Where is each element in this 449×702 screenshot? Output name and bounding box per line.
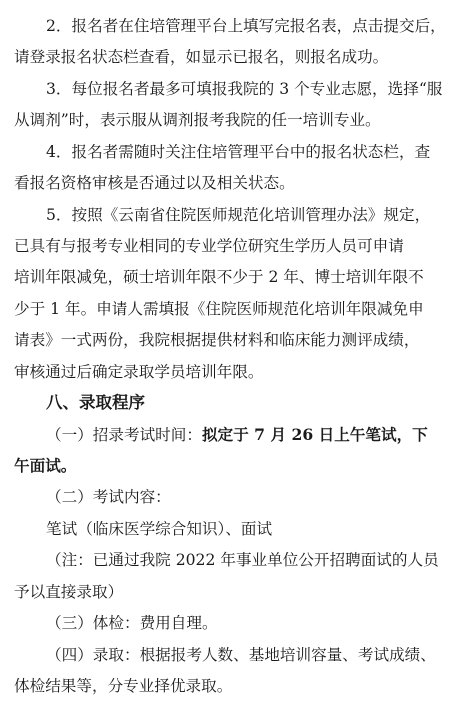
item-2-content: 笔试（临床医学综合知识）、面试 (46, 520, 273, 538)
paragraph-3-line-1: 3．每位报名者最多可填报我院的 3 个专业志愿，选择“服 (46, 80, 443, 98)
item-1-schedule: 拟定于 7 月 26 日上午笔试，下 (201, 425, 428, 444)
item-4-line-2: 体检结果等，分专业择优录取。 (14, 677, 233, 695)
note-line-2: 予以直接录取） (14, 583, 124, 601)
item-1-line-2: 午面试。 (14, 456, 77, 475)
item-4-content: 根据报考人数、基地培训容量、考试成绩、 (139, 646, 436, 664)
note-line-1: （注：已通过我院 2022 年事业单位公开招聘面试的人员 (46, 551, 439, 569)
item-1-line-1 (0, 423, 449, 447)
paragraph-5-line-6: 审核通过后确定录取学员培训年限。 (14, 363, 264, 381)
item-3-label: （三）体检： (46, 614, 140, 632)
item-3-content: 费用自理。 (139, 614, 218, 632)
paragraph-5-line-3: 培训年限减免，硕士培训年限不少于 2 年、博士培训年限不 (14, 268, 424, 286)
item-4-label: （四）录取： (46, 646, 140, 664)
paragraph-5-line-4: 少于 1 年。申请人需填报《住院医师规范化培训年限减免申 (14, 300, 424, 318)
paragraph-2-line-1: 2．报名者在住培管理平台上填写完报名表，点击提交后， (46, 17, 446, 35)
item-4-line-1 (0, 643, 449, 667)
paragraph-4-line-1: 4．报名者需随时关注住培管理平台中的报名状态栏，查 (46, 143, 431, 161)
section-heading: 八、录取程序 (46, 393, 145, 412)
paragraph-5-line-2: 已具有与报考专业相同的专业学位研究生学历人员可申请 (14, 237, 404, 255)
item-3-line (0, 611, 449, 635)
paragraph-5-line-1: 5．按照《云南省住院医师规范化培训管理办法》规定， (46, 206, 431, 224)
paragraph-4-line-2: 看报名资格审核是否通过以及相关状态。 (14, 174, 295, 192)
item-2-label: （二）考试内容： (46, 488, 171, 506)
item-1-label: （一）招录考试时间： (46, 426, 202, 444)
paragraph-3-line-2: 从调剂”时，表示服从调剂报考我院的任一培训专业。 (14, 111, 381, 129)
paragraph-5-line-5: 请表》一式两份，我院根据提供材料和临床能力测评成绩， (14, 331, 420, 349)
paragraph-2-line-2: 请登录报名状态栏查看，如显示已报名，则报名成功。 (14, 48, 389, 66)
